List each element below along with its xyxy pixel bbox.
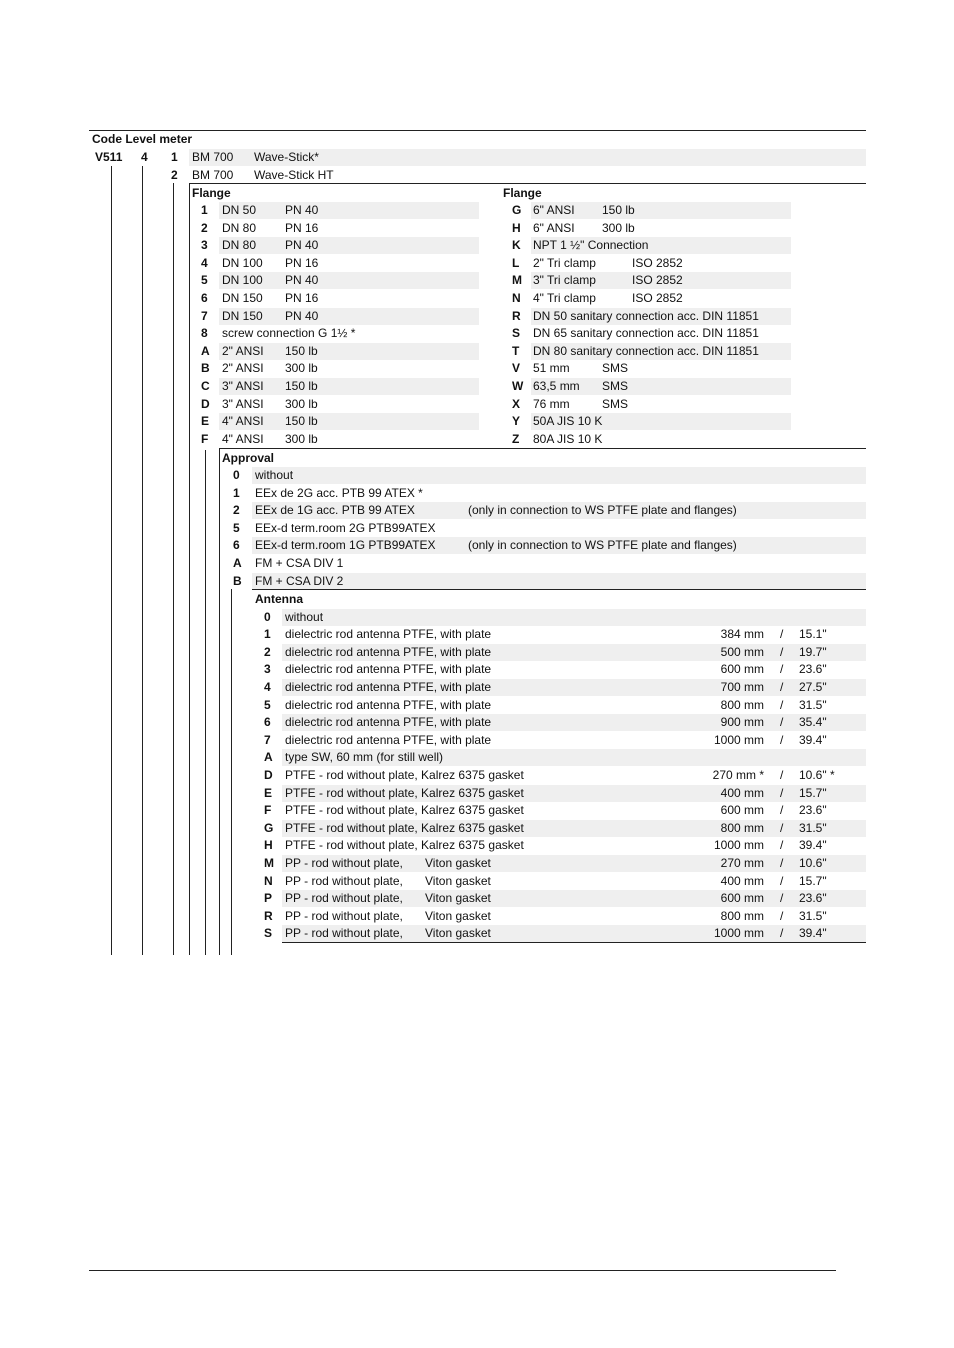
antenna-code: 6 <box>264 715 271 730</box>
row-band <box>252 467 866 484</box>
base-code: V511 <box>95 150 123 164</box>
flange-size: 51 mm <box>533 361 570 376</box>
row-band <box>252 573 866 590</box>
antenna-length-inch: 10.6" * <box>799 767 835 782</box>
approval-title: Approval <box>222 451 275 465</box>
antenna-code: E <box>264 785 273 800</box>
flange-size: DN 80 sanitary connection acc. DIN 11851 <box>533 343 759 358</box>
antenna-desc: PP - rod without plate, <box>285 873 403 888</box>
flange-rating: 150 lb <box>602 203 635 217</box>
antenna-length-mm: 1000 mm <box>713 926 764 941</box>
antenna-title: Antenna <box>255 592 303 606</box>
flange-size: screw connection G 1½ * <box>222 326 356 341</box>
antenna-length-inch: 15.7" <box>799 785 827 800</box>
flange-size: 3" ANSI <box>222 379 264 393</box>
antenna-code: 4 <box>264 679 271 694</box>
antenna-length-inch: 39.4" <box>799 732 827 747</box>
tree-line <box>231 589 232 955</box>
antenna-length-inch: 15.7" <box>799 873 827 888</box>
approval-text: EEx de 2G acc. PTB 99 ATEX * <box>255 485 423 500</box>
tree-line <box>205 450 206 955</box>
approval-code: B <box>233 573 242 588</box>
meter-variant: Wave-Stick* <box>254 150 319 164</box>
flange-size: 50A JIS 10 K <box>533 414 603 429</box>
approval-code: 0 <box>233 468 240 482</box>
flange-code: 3 <box>201 238 208 253</box>
meter-variant: Wave-Stick HT <box>254 167 334 182</box>
antenna-code: 1 <box>264 627 271 642</box>
flange-code: W <box>512 379 524 393</box>
antenna-code: G <box>264 820 274 835</box>
tree-line <box>111 166 112 955</box>
approval-code: 6 <box>233 538 240 553</box>
flange-code: C <box>201 379 210 393</box>
antenna-desc: dielectric rod antenna PTFE, with plate <box>285 732 492 747</box>
top-rule <box>89 130 866 131</box>
antenna-desc: PTFE - rod without plate, Kalrez 6375 gasket <box>285 838 524 853</box>
antenna-length-inch: 31.5" <box>799 820 827 835</box>
flange-code: D <box>201 396 210 411</box>
row-band <box>282 609 866 626</box>
flange-rating: 300 lb <box>285 396 318 411</box>
tree-line <box>219 448 220 955</box>
flange-size: 2" ANSI <box>222 343 264 358</box>
antenna-desc: dielectric rod antenna PTFE, with plate <box>285 662 492 677</box>
approval-code: 1 <box>233 485 240 500</box>
antenna-separator: / <box>780 715 784 730</box>
flange-code: 7 <box>201 308 208 323</box>
flange-code: K <box>512 238 521 253</box>
flange-rating: ISO 2852 <box>632 255 683 270</box>
antenna-length-mm: 800 mm <box>720 908 764 923</box>
flange-size: 6" ANSI <box>533 220 575 235</box>
flange-size: 63,5 mm <box>533 379 580 393</box>
flange-rating: PN 40 <box>285 308 319 323</box>
antenna-code: 3 <box>264 662 271 677</box>
flange-rating: 300 lb <box>285 431 318 446</box>
antenna-gasket: Viton gasket <box>425 908 491 923</box>
flange-code: H <box>512 220 521 235</box>
antenna-length-mm: 900 mm <box>720 715 764 730</box>
antenna-separator: / <box>780 627 784 642</box>
antenna-gasket: Viton gasket <box>425 891 491 906</box>
flange-code: 5 <box>201 273 208 288</box>
antenna-separator: / <box>780 644 784 659</box>
flange-code: 8 <box>201 326 208 341</box>
flange-size: DN 50 <box>222 203 257 217</box>
antenna-desc: without <box>285 609 324 624</box>
flange-code: M <box>512 273 522 288</box>
antenna-code: 2 <box>264 644 271 659</box>
antenna-length-inch: 31.5" <box>799 908 827 923</box>
antenna-separator: / <box>780 803 784 818</box>
antenna-code: H <box>264 838 273 853</box>
antenna-code: A <box>264 750 273 765</box>
antenna-length-inch: 23.6" <box>799 891 827 906</box>
antenna-separator: / <box>780 732 784 747</box>
flange-size: DN 150 <box>222 308 263 323</box>
antenna-desc: PTFE - rod without plate, Kalrez 6375 gasket <box>285 820 524 835</box>
flange-size: DN 80 <box>222 220 257 235</box>
antenna-separator: / <box>780 838 784 853</box>
approval-note: (only in connection to WS PTFE plate and flanges) <box>468 538 737 553</box>
antenna-desc: PP - rod without plate, <box>285 908 403 923</box>
flange-size: 6" ANSI <box>533 203 575 217</box>
flange-code: L <box>512 255 520 270</box>
antenna-gasket: Viton gasket <box>425 855 491 870</box>
flange-code: T <box>512 343 520 358</box>
antenna-length-inch: 10.6" <box>799 855 827 870</box>
antenna-code: 5 <box>264 697 271 712</box>
antenna-length-mm: 400 mm <box>720 785 764 800</box>
antenna-desc: PP - rod without plate, <box>285 926 403 941</box>
flange-size: 2" ANSI <box>222 361 264 376</box>
approval-note: (only in connection to WS PTFE plate and flanges) <box>468 503 737 518</box>
flange-rating: 150 lb <box>285 343 318 358</box>
antenna-separator: / <box>780 926 784 941</box>
flange-code: F <box>201 431 209 446</box>
meter-code: 1 <box>171 150 178 164</box>
antenna-gasket: Viton gasket <box>425 873 491 888</box>
antenna-desc: dielectric rod antenna PTFE, with plate <box>285 697 492 712</box>
flange-code: V <box>512 361 521 376</box>
flange-code: E <box>201 414 210 429</box>
flange-title-left: Flange <box>192 186 231 200</box>
antenna-length-inch: 19.7" <box>799 644 827 659</box>
table-title: Code Level meter <box>92 132 193 146</box>
antenna-length-inch: 39.4" <box>799 838 827 853</box>
row-band <box>219 237 479 254</box>
section-rule <box>189 183 866 184</box>
flange-code: Y <box>512 414 521 429</box>
flange-size: 76 mm <box>533 396 570 411</box>
antenna-length-inch: 31.5" <box>799 697 827 712</box>
antenna-code: F <box>264 803 272 818</box>
flange-code: 1 <box>201 203 208 217</box>
row-band <box>219 202 479 219</box>
flange-size: DN 150 <box>222 291 263 305</box>
antenna-desc: PP - rod without plate, <box>285 855 403 870</box>
flange-size: DN 50 sanitary connection acc. DIN 11851 <box>533 308 759 323</box>
base-digit: 4 <box>141 150 148 164</box>
flange-rating: PN 16 <box>285 291 319 305</box>
antenna-length-mm: 700 mm <box>720 679 764 694</box>
antenna-desc: PTFE - rod without plate, Kalrez 6375 gasket <box>285 767 524 782</box>
antenna-length-mm: 1000 mm <box>713 838 764 853</box>
flange-size: 4" ANSI <box>222 414 264 429</box>
antenna-desc: PTFE - rod without plate, Kalrez 6375 gasket <box>285 785 524 800</box>
section-rule <box>282 942 866 943</box>
flange-code: 2 <box>201 220 208 235</box>
flange-rating: PN 16 <box>285 220 319 235</box>
section-rule <box>252 589 866 590</box>
flange-size: DN 80 <box>222 238 257 253</box>
approval-text: FM + CSA DIV 1 <box>255 556 344 570</box>
antenna-code: D <box>264 767 273 782</box>
flange-code: 4 <box>201 255 208 270</box>
antenna-separator: / <box>780 767 784 782</box>
meter-code: 2 <box>171 167 178 182</box>
antenna-length-inch: 35.4" <box>799 715 827 730</box>
approval-text: without <box>255 468 294 482</box>
tree-line <box>173 183 174 955</box>
antenna-separator: / <box>780 820 784 835</box>
antenna-code: R <box>264 908 273 923</box>
flange-size: NPT 1 ½" Connection <box>533 238 649 253</box>
approval-code: 2 <box>233 503 240 518</box>
flange-rating: PN 40 <box>285 238 319 253</box>
flange-size: 3" ANSI <box>222 396 264 411</box>
flange-rating: 300 lb <box>285 361 318 376</box>
flange-size: 4" ANSI <box>222 431 264 446</box>
antenna-separator: / <box>780 873 784 888</box>
antenna-length-mm: 384 mm <box>720 627 764 642</box>
flange-rating: SMS <box>602 361 629 376</box>
antenna-desc: PP - rod without plate, <box>285 891 403 906</box>
antenna-desc: dielectric rod antenna PTFE, with plate <box>285 679 492 694</box>
tree-line <box>142 166 143 955</box>
antenna-code: M <box>264 855 274 870</box>
flange-size: 4" Tri clamp <box>533 291 596 305</box>
antenna-length-mm: 270 mm * <box>712 767 764 782</box>
antenna-gasket: Viton gasket <box>425 926 491 941</box>
flange-rating: PN 40 <box>285 273 319 288</box>
antenna-desc: dielectric rod antenna PTFE, with plate <box>285 644 492 659</box>
flange-code: B <box>201 361 210 376</box>
flange-size: DN 100 <box>222 273 263 288</box>
flange-size: 2" Tri clamp <box>533 255 596 270</box>
meter-model: BM 700 <box>192 150 234 164</box>
flange-size: 80A JIS 10 K <box>533 431 603 446</box>
approval-text: EEx de 1G acc. PTB 99 ATEX <box>255 503 415 518</box>
antenna-length-mm: 800 mm <box>720 820 764 835</box>
flange-size: DN 100 <box>222 255 263 270</box>
antenna-length-mm: 600 mm <box>720 803 764 818</box>
antenna-code: N <box>264 873 273 888</box>
antenna-separator: / <box>780 679 784 694</box>
flange-code: S <box>512 326 521 341</box>
meter-model: BM 700 <box>192 167 234 182</box>
antenna-code: 0 <box>264 609 271 624</box>
antenna-length-mm: 500 mm <box>720 644 764 659</box>
antenna-desc: dielectric rod antenna PTFE, with plate <box>285 715 492 730</box>
antenna-length-inch: 15.1" <box>799 627 827 642</box>
antenna-separator: / <box>780 908 784 923</box>
antenna-separator: / <box>780 785 784 800</box>
flange-rating: ISO 2852 <box>632 273 683 288</box>
flange-size: DN 65 sanitary connection acc. DIN 11851 <box>533 326 759 341</box>
flange-code: N <box>512 291 521 305</box>
flange-rating: 150 lb <box>285 379 318 393</box>
approval-text: EEx-d term.room 1G PTB99ATEX <box>255 538 436 553</box>
tree-line <box>189 183 190 955</box>
flange-rating: 300 lb <box>602 220 635 235</box>
antenna-code: S <box>264 926 273 941</box>
footer-rule <box>89 1270 836 1271</box>
antenna-length-inch: 23.6" <box>799 803 827 818</box>
approval-code: 5 <box>233 520 240 535</box>
antenna-length-inch: 39.4" <box>799 926 827 941</box>
antenna-length-mm: 800 mm <box>720 697 764 712</box>
flange-rating: PN 16 <box>285 255 319 270</box>
antenna-length-inch: 27.5" <box>799 679 827 694</box>
antenna-length-mm: 270 mm <box>720 855 764 870</box>
antenna-separator: / <box>780 697 784 712</box>
flange-rating: PN 40 <box>285 203 319 217</box>
antenna-separator: / <box>780 855 784 870</box>
approval-text: FM + CSA DIV 2 <box>255 573 344 588</box>
antenna-length-mm: 400 mm <box>720 873 764 888</box>
antenna-code: 7 <box>264 732 271 747</box>
antenna-desc: dielectric rod antenna PTFE, with plate <box>285 627 492 642</box>
flange-title-right: Flange <box>503 186 542 200</box>
antenna-separator: / <box>780 662 784 677</box>
flange-rating: SMS <box>602 379 629 393</box>
flange-code: 6 <box>201 291 208 305</box>
antenna-desc: type SW, 60 mm (for still well) <box>285 750 444 765</box>
antenna-separator: / <box>780 891 784 906</box>
antenna-length-mm: 600 mm <box>720 662 764 677</box>
antenna-length-mm: 1000 mm <box>713 732 764 747</box>
flange-code: A <box>201 343 210 358</box>
antenna-desc: PTFE - rod without plate, Kalrez 6375 gasket <box>285 803 524 818</box>
flange-code: G <box>512 203 522 217</box>
flange-code: Z <box>512 431 520 446</box>
flange-rating: 150 lb <box>285 414 318 429</box>
section-rule <box>219 448 866 449</box>
flange-size: 3" Tri clamp <box>533 273 596 288</box>
antenna-code: P <box>264 891 273 906</box>
antenna-length-inch: 23.6" <box>799 662 827 677</box>
flange-code: R <box>512 308 521 323</box>
flange-code: X <box>512 396 521 411</box>
approval-code: A <box>233 556 242 570</box>
antenna-length-mm: 600 mm <box>720 891 764 906</box>
flange-rating: SMS <box>602 396 629 411</box>
approval-text: EEx-d term.room 2G PTB99ATEX <box>255 520 436 535</box>
flange-rating: ISO 2852 <box>632 291 683 305</box>
